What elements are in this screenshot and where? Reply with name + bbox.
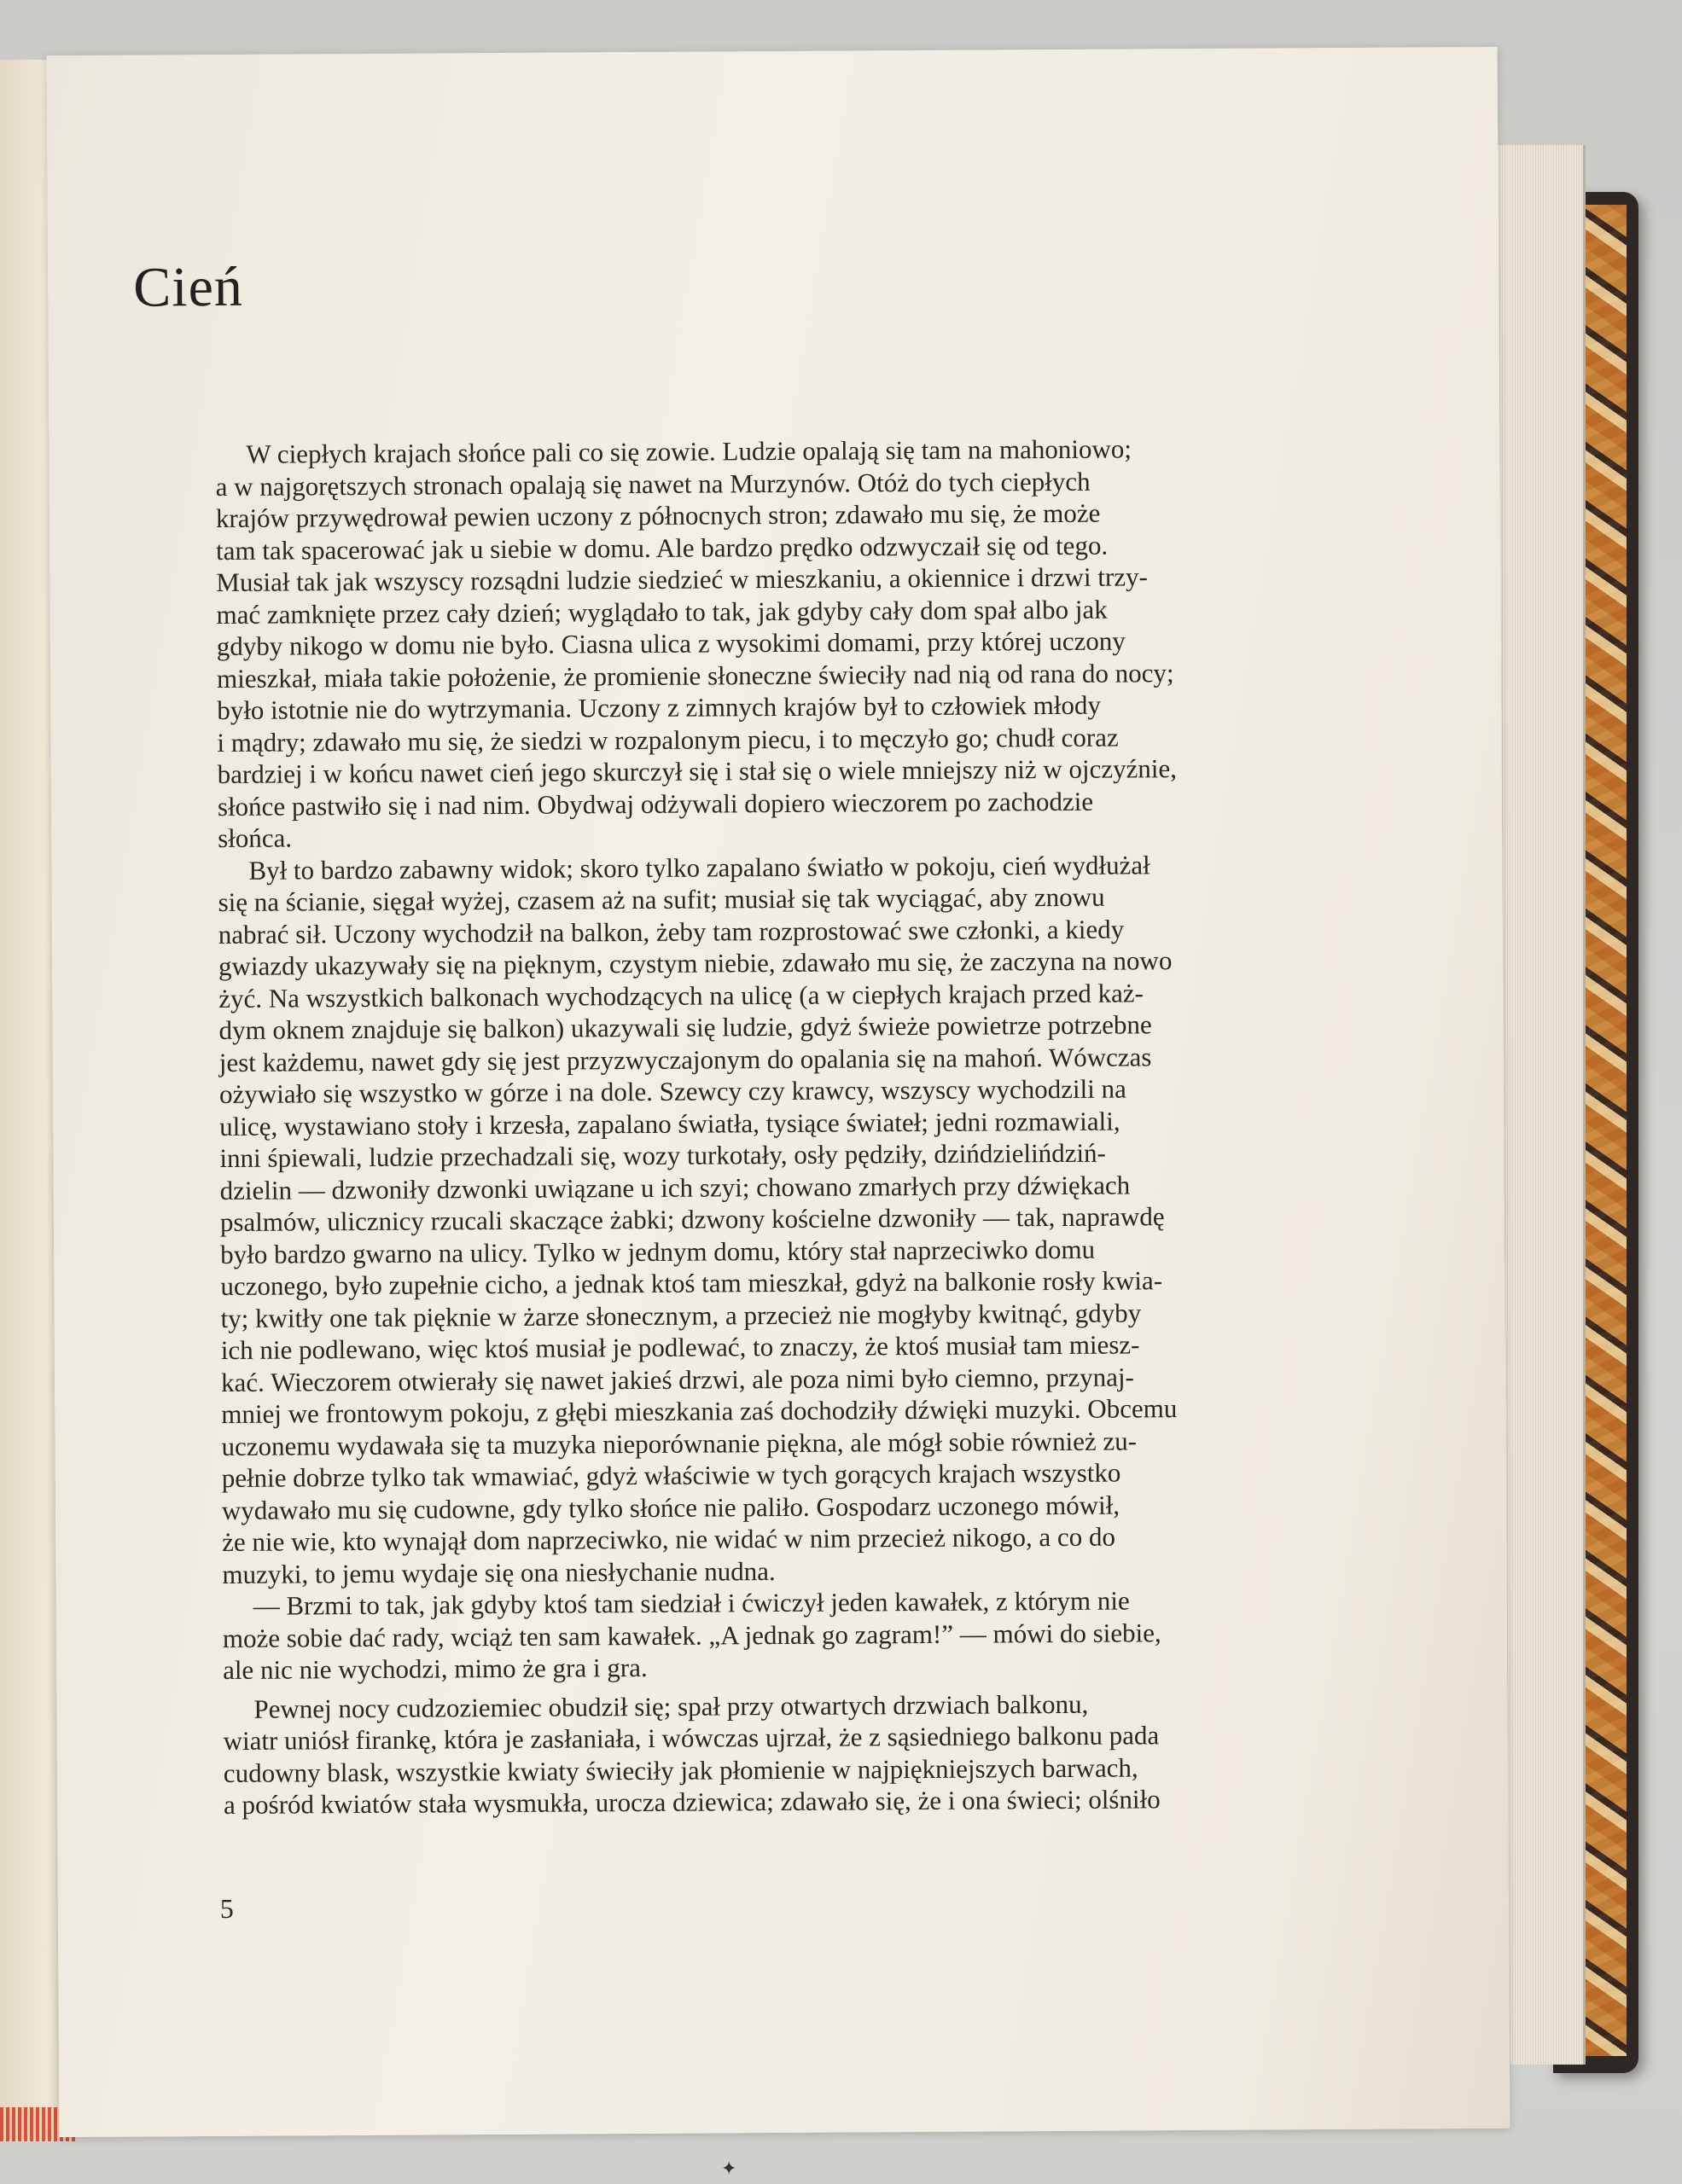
- book-page: [47, 47, 1510, 2137]
- body-text: [215, 432, 1393, 1821]
- chapter-title: Cień: [133, 255, 244, 319]
- text-line: gwiazdy ukazywały się na pięknym, czystym niebie, zdawało mu się, że zaczyna na nowo: [218, 945, 1173, 982]
- text-line: żyć. Na wszystkich balkonach wychodzących na ulicę (a w ciepłych krajach przed każ-: [218, 977, 1144, 1014]
- text-line: było bardzo gwarno na ulicy. Tylko w jednym domu, który stał naprzeciwko domu: [220, 1234, 1096, 1269]
- text-line: psalmów, ulicznicy rzucali skaczące żabki; dzwony kościelne dzwoniły — tak, naprawdę: [219, 1201, 1165, 1237]
- text-line: słońce pastwiło się i nad nim. Obydwaj odżywali dopiero wieczorem po zachodzie: [217, 786, 1094, 822]
- text-line: mniej we frontowym pokoju, z głębi mieszkania zaś dochodziły dźwięki muzyki. Obcemu: [221, 1393, 1178, 1429]
- text-line: może sobie dać rady, wciąż ten sam kawałek. „A jednak go zagram!” — mówi do siebie,: [222, 1617, 1161, 1653]
- text-line: krajów przywędrował pewien uczony z północnych stron; zdawało mu się, że może: [215, 497, 1101, 534]
- text-line: i mądry; zdawało mu się, że siedzi w rozpalonym piecu, i to męczyło go; chudł coraz: [217, 722, 1119, 758]
- text-line: — Brzmi to tak, jak gdyby ktoś tam siedział i ćwiczył jeden kawałek, z którym nie: [253, 1585, 1130, 1621]
- text-line: się na ścianie, sięgał wyżej, czasem aż na sufit; musiał się tak wyciągać, aby znowu: [218, 881, 1105, 918]
- text-line: gdyby nikogo w domu nie było. Ciasna ulica z wysokimi domami, przy której uczony: [216, 625, 1126, 662]
- text-line: słońca.: [218, 822, 293, 854]
- text-line: Pewnej nocy cudzoziemiec obudził się; spał przy otwartych drzwiach balkonu,: [253, 1688, 1089, 1724]
- text-line: nabrać sił. Uczony wychodził na balkon, żeby tam rozprostować swe członki, a kiedy: [218, 914, 1125, 950]
- text-line: jest każdemu, nawet gdy się jest przyzwyczajonym do opalania się na mahoń. Wówczas: [218, 1041, 1152, 1077]
- text-line: cudowny blask, wszystkie kwiaty świeciły jak płomienie w najpiękniejszych barwach,: [223, 1751, 1138, 1788]
- text-line: ale nic nie wychodzi, mimo że gra i gra.: [223, 1652, 648, 1685]
- text-line: Musiał tak jak wszyscy rozsądni ludzie siedzieć w mieszkaniu, a okiennice i drzwi trzy-: [216, 561, 1148, 598]
- text-line: a pośród kwiatów stała wysmukła, urocza dziewica; zdawało się, że i ona świeci; olśniło: [223, 1784, 1161, 1820]
- text-line: dym oknem znajduje się balkon) ukazywali się ludzie, gdyż świeże powietrze potrzebne: [218, 1009, 1152, 1046]
- page-stack-edge: [1498, 145, 1586, 2065]
- text-line: wiatr uniósł firankę, która je zasłaniała, i wówczas ujrzał, że z sąsiedniego balkonu pada: [223, 1720, 1160, 1756]
- text-line: mać zamknięte przez cały dzień; wyglądało to tak, jak gdyby cały dom spał albo jak: [216, 594, 1108, 630]
- text-line: dzielin — dzwoniły dzwonki uwiązane u ich szyi; chowano zmarłych przy dźwiękach: [219, 1169, 1131, 1205]
- text-line: W ciepłych krajach słońce pali co się zowie. Ludzie opalają się tam na mahoniowo;: [246, 433, 1132, 469]
- text-line: pełnie dobrze tylko tak wmawiać, gdyż właściwie w tych gorących krajach wszystko: [221, 1457, 1121, 1493]
- text-line: Był to bardzo zabawny widok; skoro tylko zapalano światło w pokoju, cień wydłużał: [248, 849, 1150, 886]
- text-line: uczonego, było zupełnie cicho, a jednak ktoś tam mieszkał, gdyż na balkonie rosły kwia-: [220, 1265, 1163, 1301]
- text-line: ich nie podlewano, więc ktoś musiał je podlewać, to znaczy, że ktoś musiał tam miesz-: [220, 1329, 1140, 1365]
- text-line: bardziej i w końcu nawet cień jego skurczył się i stał się o wiele mniejszy niż w ojczyźnie,: [217, 753, 1178, 790]
- text-line: ty; kwitły one tak pięknie w żarze słonecznym, a przecież nie mogłyby kwitnąć, gdyby: [220, 1297, 1142, 1333]
- text-line: inni śpiewali, ludzie przechadzali się, wozy turkotały, osły pędziły, dzińdzielińdziń-: [219, 1137, 1107, 1173]
- text-line: wydawało mu się cudowne, gdy tylko słońce nie paliło. Gospodarz uczonego mówił,: [221, 1490, 1120, 1525]
- pin-mark: ✦: [721, 2158, 737, 2180]
- text-line: muzyki, to jemu wydaje się ona niesłychanie nudna.: [222, 1555, 776, 1589]
- text-line: mieszkał, miała takie położenie, że promienie słoneczne świeciły nad nią od rana do nocy;: [216, 657, 1174, 694]
- text-line: uczonemu wydawała się ta muzyka nieporównanie piękna, ale mógł sobie również zu-: [221, 1425, 1138, 1461]
- text-line: było istotnie nie do wytrzymania. Uczony z zimnych krajów był to człowiek młody: [217, 689, 1102, 726]
- text-line: że nie wie, kto wynajął dom naprzeciwko, nie widać w nim przecież nikogo, a co do: [222, 1521, 1116, 1557]
- page-number: 5: [219, 1892, 234, 1925]
- text-line: kać. Wieczorem otwierały się nawet jakieś drzwi, ale poza nimi było ciemno, przynaj-: [220, 1361, 1135, 1397]
- text-line: tam tak spacerować jak u siebie w domu. Ale bardzo prędko odzwyczaił się od tego.: [216, 530, 1109, 566]
- text-line: ożywiało się wszystko w górze i na dole. Szewcy czy krawcy, wszyscy wychodzili na: [218, 1073, 1126, 1110]
- text-line: ulicę, wystawiano stoły i krzesła, zapalano światła, tysiące świateł; jedni rozmawiali,: [219, 1106, 1120, 1141]
- marbled-page-edge: [1586, 205, 1627, 2056]
- text-line: a w najgorętszych stronach opalają się nawet na Murzynów. Otóż do tych ciepłych: [215, 466, 1091, 502]
